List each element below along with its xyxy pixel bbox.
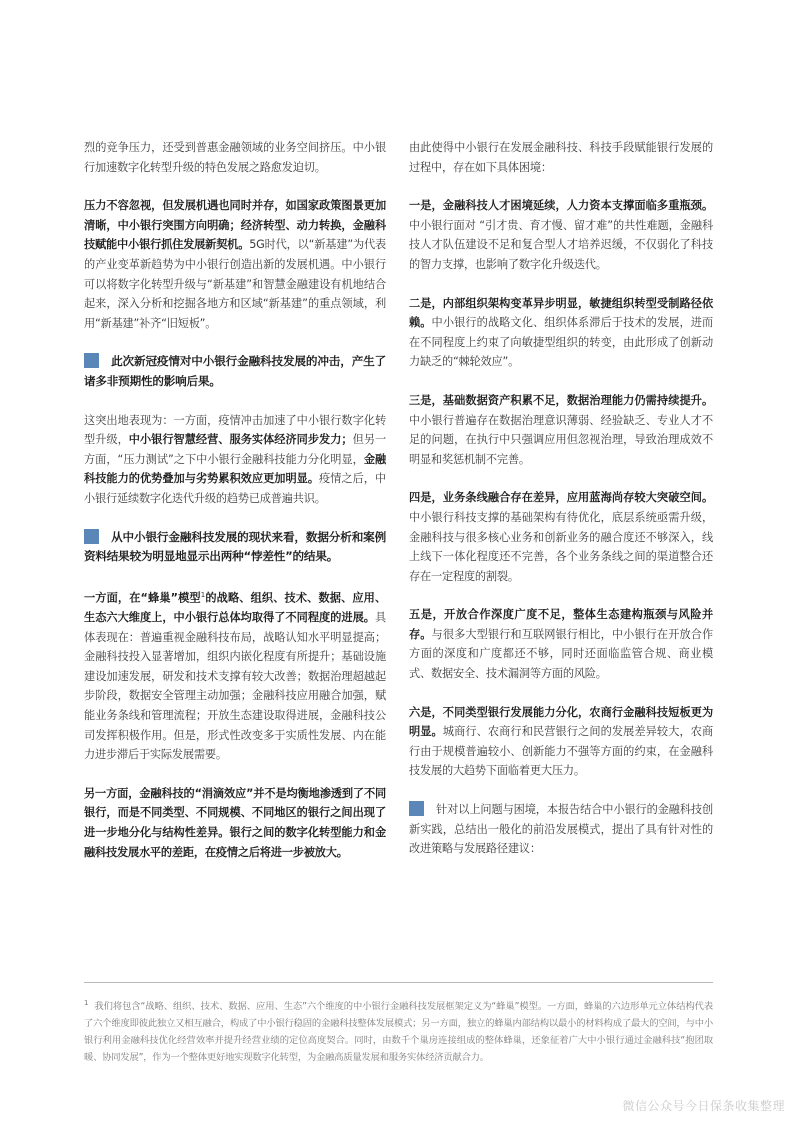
- issue-item: [409, 605, 713, 683]
- bold-text: 压力不容忽视，但发展机遇也同时并存，如国家政策图景更加清晰，中小银行突围方向明确；经济转型、动力转换，金融科技赋能中小银行抓住发展新契机。: [84, 199, 386, 252]
- text: 疫情之后，中小银行延续数字化迭代升级的趋势已成普遍共识。: [84, 472, 386, 505]
- left-column: [84, 138, 386, 881]
- square-marker-icon: [84, 529, 99, 544]
- square-marker-icon: [84, 353, 99, 368]
- text: 具体表现在：普遍重视金融科技布局，战略认知水平明显提高；金融科技投入显著增加，组织内嵌化程度有所提升；基础设施建设加速发展，研发和技术支撑有较大改善；数据治理超越起步阶段，数据安全管理主动加强；金融科技应用融合加强，赋能业务条线和管理流程；开放生态建设取得进展，金融科技公司发挥积极作用。但是，形式性改变多于实质性发展、内在能力进步滞后于实际发展需要。: [84, 611, 386, 762]
- text: 但另一方面，“压力测试”之下中小银行金融科技能力分化明显，: [84, 433, 386, 466]
- footnote-divider: [84, 982, 713, 983]
- issue-item: [409, 294, 713, 372]
- watermark: 微信公众号今日保条收集整理: [622, 1099, 785, 1113]
- paragraph: [84, 784, 386, 862]
- text: 针对以上问题与困境，本报告结合中小银行的金融科技创新实践，总结出一般化的前沿发展模式，提出了具有针对性的改进策略与发展路径建议：: [409, 803, 713, 856]
- text: 中小银行面对 “引才贵、育才慢、留才难”的共性难题，金融科技人才队伍建设不足和复合型人才培养迟缓，不仅弱化了科技的智力支撑，也影响了数字化升级迭代。: [409, 218, 713, 271]
- paragraph: [409, 138, 713, 177]
- paragraph: [84, 196, 386, 333]
- footnote-text: 我们将包含“战略、组织、技术、数据、应用、生态”六个维度的中小银行金融科技发展框架定义为“蜂巢”模型。一方面，蜂巢的六边形单元立体结构代表了六个维度即彼此独立又相互融合，构成了中小银行稳固的金融科技整体发展模式；另一方面，独立的蜂巢内部结构以最小的材料构成了最大的空间，与中小银行利用金融科技优化经营效率并提升经营业绩的定位高度契合。同时，由数千个巢房连接组成的整体蜂巢，还象征着广大中小银行通过金融科技“抱团取暖、协同发展”，作为一个整体更好地实现数字化转型，为金融高质量发展和服务实体经济贡献合力。: [84, 1001, 713, 1064]
- bold-text: 一是，金融科技人才困境延续，人力资本支撑面临多重瓶颈。: [409, 199, 713, 213]
- bold-text: 六是，不同类型银行发展能力分化，农商行金融科技短板更为明显。: [409, 705, 713, 739]
- bold-text: 一方面，在“蜂巢”模型: [84, 591, 201, 605]
- issue-item: [409, 391, 713, 469]
- closing-paragraph: [409, 800, 713, 859]
- bold-text: 三是，基础数据资产积累不足，数据治理能力仍需持续提升。: [409, 393, 713, 407]
- bold-text: 的战略、组织、技术、数据、应用、生态六大维度上，中小银行总体均取得了不同程度的进展。: [84, 591, 386, 625]
- bold-text: 五是，开放合作深度广度不足，整体生态建构瓶颈与风险并存。: [409, 608, 713, 641]
- text: 与很多大型银行和互联网银行相比，中小银行在开放合作方面的深度和广度都还不够，同时还面临监管合规、商业模式、数据安全、技术漏洞等方面的风险。: [409, 627, 713, 681]
- paragraph: [84, 138, 386, 177]
- text: 这突出地表现为：一方面，疫情冲击加速了中小银行数字化转型升级，: [84, 413, 386, 447]
- issue-item: [409, 196, 713, 274]
- footnote-marker: 1: [84, 999, 89, 1007]
- text: 中小银行的战略文化、组织体系滞后于技术的发展，进而在不同程度上约束了向敏捷型组织的转变，由此形成了创新动力缺乏的“棘轮效应”。: [409, 316, 713, 369]
- text: 中小银行科技支撑的基础架构有待优化，底层系统亟需升级，金融科技与很多核心业务和创新业务的融合度还不够深入，线上线下一体化程度还不完善，各个业务条线之间的渠道整合还存在一定程度的割裂。: [409, 510, 713, 583]
- square-marker-icon: [409, 801, 424, 816]
- issue-item: [409, 703, 713, 781]
- section-heading: [84, 528, 386, 567]
- footnote: [84, 995, 713, 1066]
- paragraph: [84, 411, 386, 509]
- footnote-ref[interactable]: 1: [200, 590, 206, 599]
- right-column: [409, 138, 713, 878]
- text: 烈的竞争压力，还受到普惠金融领域的业务空间挤压。中小银行加速数字化转型升级的特色发展之路愈发迫切。: [84, 141, 386, 174]
- text: 中小银行普遍存在数据治理意识薄弱、经验缺乏、专业人才不足的问题，在执行中只强调应用但忽视治理，导致治理成效不明显和奖惩机制不完善。: [409, 413, 713, 466]
- text: 城商行、农商行和民营银行之间的发展差异较大，农商行由于规模普遍较小、创新能力不强等方面的约束，在金融科技发展的大趋势下面临着更大压力。: [409, 725, 713, 778]
- text: 由此使得中小银行在发展金融科技、科技手段赋能银行发展的过程中，存在如下具体困境：: [409, 141, 713, 174]
- bold-text: 中小银行智慧经营、服务实体经济同步发力；: [128, 433, 353, 447]
- issue-item: [409, 488, 713, 586]
- heading-text: 从中小银行金融科技发展的现状来看，数据分析和案例资料结果较为明显地显示出两种“悖差性”的结果。: [84, 529, 386, 564]
- heading-text: 此次新冠疫情对中小银行金融科技发展的冲击，产生了诸多非预期性的影响后果。: [84, 354, 386, 388]
- bold-text: 金融科技能力的优势叠加与劣势累积效应更加明显。: [84, 452, 386, 486]
- text: 5G时代，以“新基建”为代表的产业变革新趋势为中小银行创造出新的发展机遇。中小银行可以将数字化转型升级与“新基建”和智慧金融建设有机地结合起来，深入分析和挖掘各地方和区域“新基建”的重点领域，利用“新基建”补齐“旧短板”。: [84, 238, 386, 330]
- bold-text: 四是，业务条线融合存在差异，应用蓝海尚存较大突破空间。: [409, 491, 713, 505]
- bold-text: 另一方面，金融科技的“涓滴效应”并不是均衡地渗透到了不同银行，而是不同类型、不同规模、不同地区的银行之间出现了进一步地分化与结构性差异。银行之间的数字化转型能力和金融科技发展水平的差距，在疫情之后将进一步被放大。: [84, 786, 386, 859]
- bold-text: 二是，内部组织架构变革异步明显，敏捷组织转型受制路径依赖。: [409, 296, 713, 330]
- section-heading: [84, 352, 386, 391]
- paragraph: [84, 586, 386, 765]
